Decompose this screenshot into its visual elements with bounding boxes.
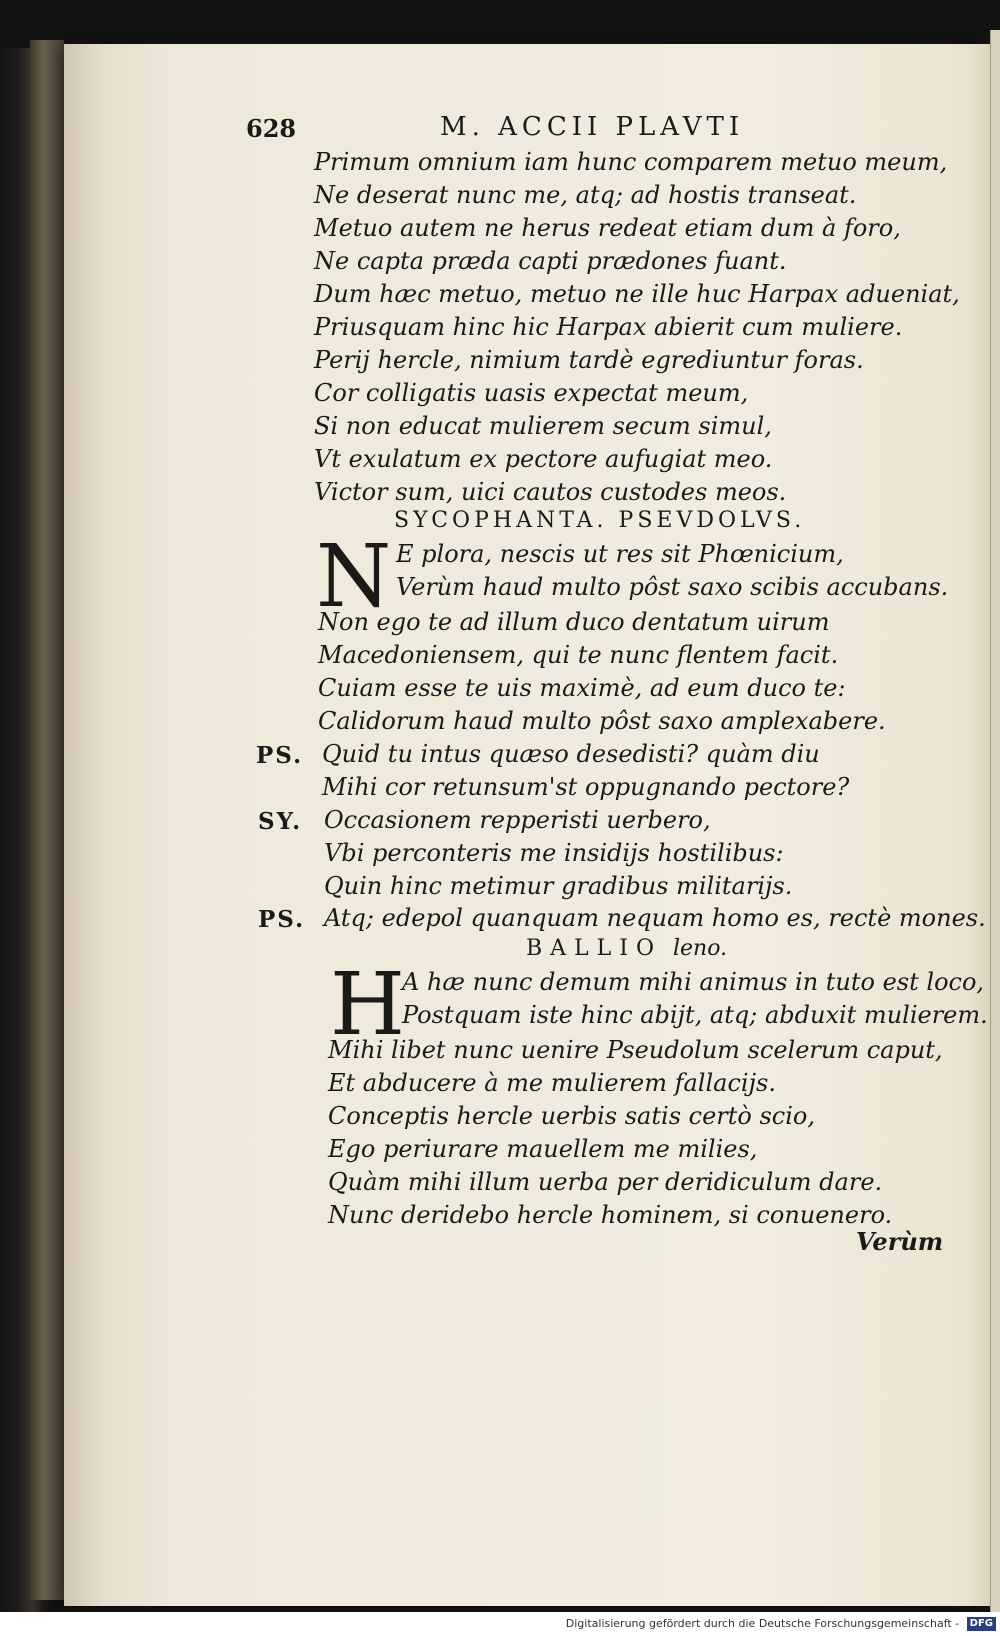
- verse-line: Ne capta præda capti prædones fuant.: [314, 247, 787, 275]
- speaker-label: PS.: [256, 742, 304, 769]
- dfg-logo: DFG: [967, 1617, 996, 1631]
- verse-line: Priusquam hinc hic Harpax abierit cum muliere.: [314, 313, 903, 341]
- scene-heading: SYCOPHANTA. PSEVDOLVS.: [394, 508, 806, 533]
- verse-line: Vbi perconteris me insidijs hostilibus:: [324, 839, 784, 867]
- verse-line: Ego periurare mauellem me milies,: [328, 1135, 758, 1163]
- page-number: 628: [246, 114, 297, 143]
- verse-line: Si non educat mulierem secum simul,: [314, 412, 772, 440]
- verse-line: E plora, nescis ut res sit Phœnicium,: [396, 540, 844, 568]
- scene-heading: [526, 936, 727, 961]
- verse-line: Quin hinc metimur gradibus militarijs.: [324, 872, 793, 900]
- running-title: M. ACCII PLAVTI: [440, 112, 745, 142]
- book-gutter: [30, 40, 64, 1600]
- speaker-label: PS.: [258, 906, 306, 933]
- verse-line: Postquam iste hinc abijt, atq; abduxit mulierem.: [402, 1001, 988, 1029]
- verse-line: Nunc deridebo hercle hominem, si conuenero.: [328, 1201, 893, 1229]
- digitization-credit: [560, 1614, 996, 1634]
- verse-line: Macedoniensem, qui te nunc flentem facit.: [318, 641, 839, 669]
- verse-line: Ne deserat nunc me, atq; ad hostis transeat.: [314, 181, 857, 209]
- verse-line: Conceptis hercle uerbis satis certò scio,: [328, 1102, 815, 1130]
- scene-heading-role: leno.: [673, 936, 728, 961]
- verse-line: A hæ nunc demum mihi animus in tuto est loco,: [402, 968, 985, 996]
- verse-line: Calidorum haud multo pôst saxo amplexabere.: [318, 707, 886, 735]
- verse-line: Occasionem repperisti uerbero,: [324, 806, 711, 834]
- verse-line: Cuiam esse te uis maximè, ad eum duco te:: [318, 674, 846, 702]
- verse-line: Verùm haud multo pôst saxo scibis accubans.: [396, 573, 949, 601]
- catchword: Verùm: [856, 1227, 944, 1256]
- verse-line: Quid tu intus quæso desedisti? quàm diu: [322, 740, 820, 768]
- page-edge: [990, 30, 1000, 1612]
- verse-line: Mihi libet nunc uenire Pseudolum scelerum caput,: [328, 1036, 943, 1064]
- verse-line: Non ego te ad illum duco dentatum uirum: [318, 608, 830, 636]
- drop-cap: H: [330, 955, 405, 1055]
- verse-line: Perij hercle, nimium tardè egrediuntur foras.: [314, 346, 864, 374]
- verse-line: Primum omnium iam hunc comparem metuo meum,: [314, 148, 948, 176]
- scan-background: [0, 0, 1000, 48]
- verse-line: Metuo autem ne herus redeat etiam dum à foro,: [314, 214, 901, 242]
- verse-line: Quàm mihi illum uerba per deridiculum dare.: [328, 1168, 883, 1196]
- verse-line: Vt exulatum ex pectore aufugiat meo.: [314, 445, 773, 473]
- drop-cap: N: [316, 527, 392, 627]
- scene-heading-name: BALLIO: [526, 936, 662, 961]
- credit-text: Digitalisierung gefördert durch die Deutsche Forschungsgemeinschaft -: [565, 1617, 960, 1630]
- verse-line: Mihi cor retunsum'st oppugnando pectore?: [322, 773, 850, 801]
- verse-line: Atq; edepol quanquam nequam homo es, rectè mones.: [324, 904, 986, 932]
- verse-line: Dum hæc metuo, metuo ne ille huc Harpax adueniat,: [314, 280, 960, 308]
- verse-line: Cor colligatis uasis expectat meum,: [314, 379, 749, 407]
- verse-line: Et abducere à me mulierem fallacijs.: [328, 1069, 776, 1097]
- verse-line: Victor sum, uici cautos custodes meos.: [314, 478, 787, 506]
- speaker-label: SY.: [258, 808, 303, 835]
